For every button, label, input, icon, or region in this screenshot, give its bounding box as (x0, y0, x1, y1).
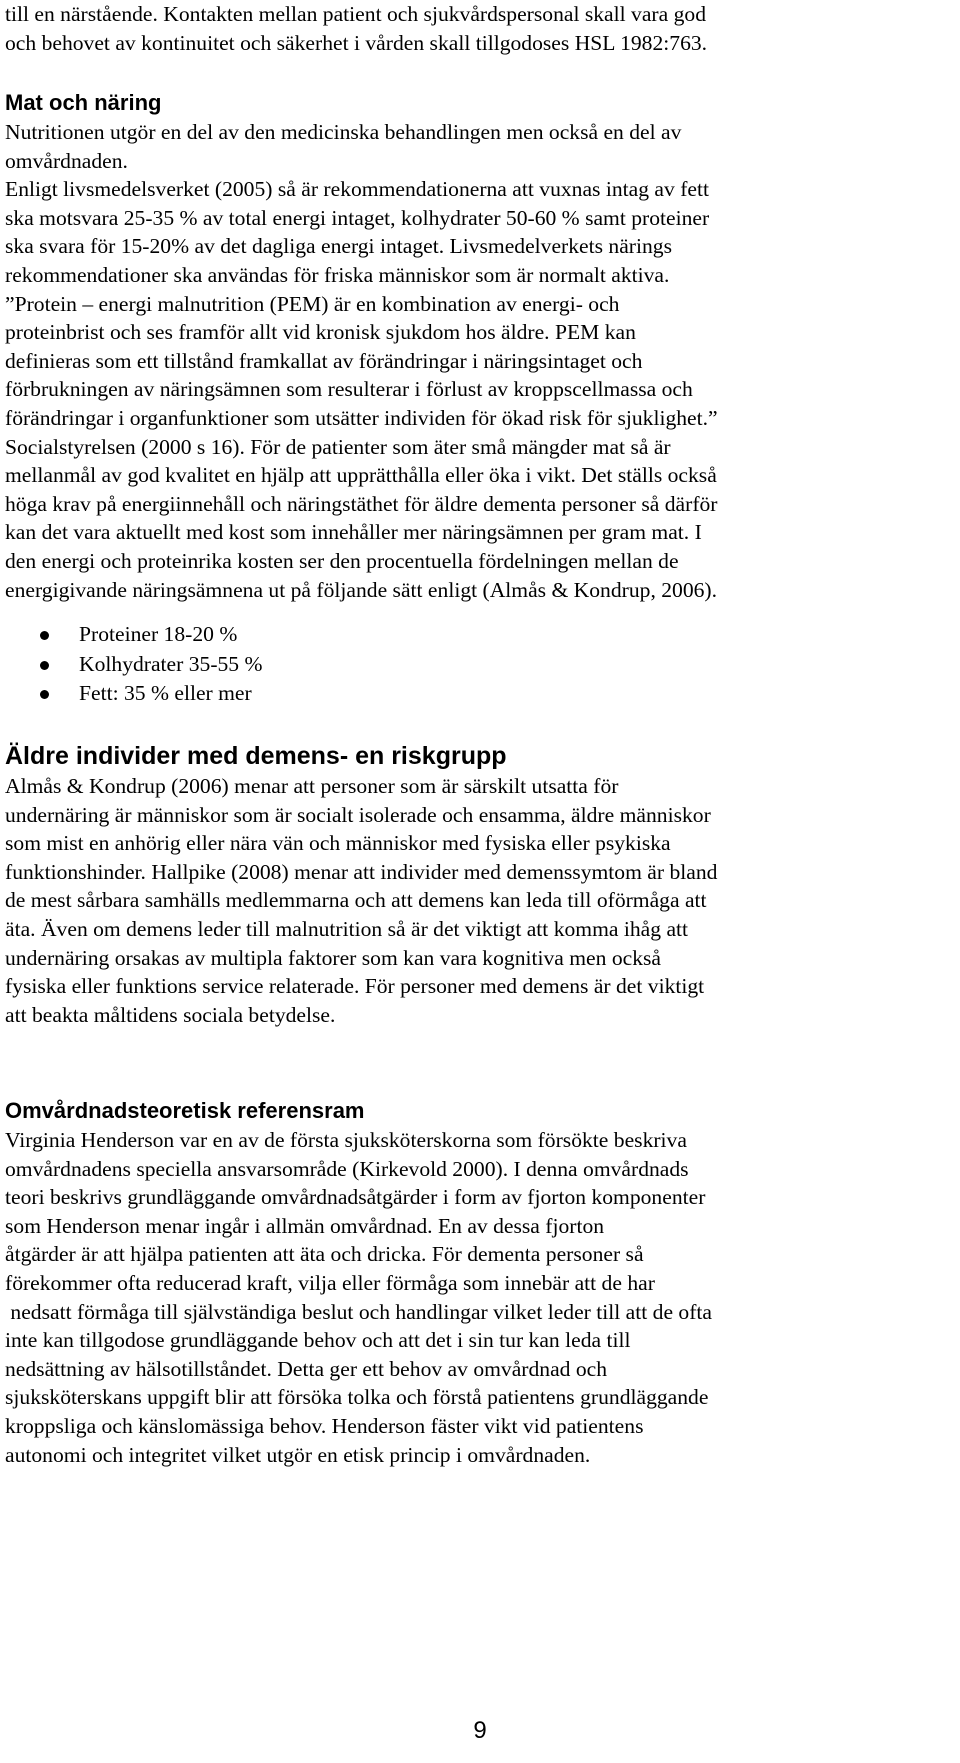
intro-paragraph (5, 0, 707, 57)
text-line: Socialstyrelsen (2000 s 16). För de patienter som äter små mängder mat så är (5, 434, 671, 459)
text-line: inte kan tillgodose grundläggande behov och att det i sin tur kan leda till (5, 1328, 631, 1353)
section-heading-theory: Omvårdnadsteoretisk referensram (5, 1098, 365, 1123)
text-line: ska motsvara 25-35 % av total energi intaget, kolhydrater 50-60 % samt proteiner (5, 205, 710, 230)
nutrient-bullet-list (5, 620, 263, 709)
text-line: autonomi och integritet vilket utgör en etisk princip i omvårdnaden. (5, 1442, 591, 1467)
text-line: Enligt livsmedelsverket (2005) så är rekommendationerna att vuxnas intag av fett (5, 177, 709, 202)
text-line: rekommendationer ska användas för friska människor som är normalt aktiva. (5, 262, 670, 287)
nutrition-paragraph (5, 118, 718, 604)
list-item-text: Kolhydrater 35-55 % (79, 651, 263, 676)
text-line: mellanmål av god kvalitet en hjälp att upprätthålla eller öka i vikt. Det ställs också (5, 463, 717, 488)
text-line: omvårdnaden. (5, 148, 128, 173)
text-line: definieras som ett tillstånd framkallat av förändringar i näringsintaget och (5, 348, 643, 373)
text-line: och behovet av kontinuitet och säkerhet i vården skall tillgodoses HSL 1982:763. (5, 30, 708, 55)
text-line: till en närstående. Kontakten mellan patient och sjukvårdspersonal skall vara god (5, 2, 706, 26)
text-line: förekommer ofta reducerad kraft, vilja eller förmåga som innebär att de har (5, 1270, 655, 1295)
text-line: Almås & Kondrup (2006) menar att personer som är särskilt utsatta för (5, 774, 619, 798)
list-item-text: Proteiner 18-20 % (79, 622, 238, 646)
list-item (5, 650, 263, 680)
text-line: Nutritionen utgör en del av den medicinska behandlingen men också en del av (5, 120, 682, 144)
text-line: energigivande näringsämnena ut på följande sätt enligt (Almås & Kondrup, 2006). (5, 577, 718, 602)
dementia-paragraph (5, 772, 717, 1029)
text-line: funktionshinder. Hallpike (2008) menar att individer med demenssymtom är bland (5, 859, 718, 884)
text-line: sjuksköterskans uppgift blir att försöka tolka och förstå patientens grundläggande (5, 1385, 709, 1410)
text-line: kan det vara aktuellt med kost som innehåller mer näringsämnen per gram mat. I (5, 520, 702, 545)
text-line: som mist en anhörig eller nära vän och människor med fysiska eller psykiska (5, 831, 671, 856)
text-line: undernäring orsakas av multipla faktorer som kan vara kognitiva men också (5, 945, 662, 970)
text-line: åtgärder är att hjälpa patienten att äta och dricka. För dementa personer så (5, 1242, 644, 1267)
bullet-icon (40, 690, 49, 699)
text-line: ska svara för 15-20% av det dagliga energi intaget. Livsmedelverkets närings (5, 234, 672, 259)
text-line: den energi och proteinrika kosten ser den procentuella fördelningen mellan de (5, 548, 679, 573)
text-line: undernäring är människor som är socialt isolerade och ensamma, äldre människor (5, 802, 711, 827)
theory-paragraph (5, 1126, 712, 1469)
text-line: förändringar i organfunktioner som utsätter individen för ökad risk för sjuklighet.” (5, 405, 718, 430)
text-line: förbrukningen av näringsämnen som resulterar i förlust av kroppscellmassa och (5, 377, 693, 402)
text-line: nedsatt förmåga till självständiga beslut och handlingar vilket leder till att de ofta (5, 1299, 712, 1324)
list-item (5, 620, 263, 650)
text-line: de mest sårbara samhälls medlemmarna och att demens kan leda till oförmåga att (5, 888, 707, 913)
text-line: Virginia Henderson var en av de första sjuksköterskorna som försökte beskriva (5, 1128, 687, 1152)
section-heading-nutrition: Mat och näring (5, 90, 162, 115)
text-line: fysiska eller funktions service relaterade. För personer med demens är det viktigt (5, 974, 705, 999)
bullet-icon (40, 631, 49, 640)
text-line: kroppsliga och känslomässiga behov. Henderson fäster vikt vid patientens (5, 1413, 644, 1438)
text-line: proteinbrist och ses framför allt vid kronisk sjukdom hos äldre. PEM kan (5, 320, 636, 345)
text-line: teori beskrivs grundläggande omvårdnadsåtgärder i form av fjorton komponenter (5, 1185, 706, 1210)
page-number: 9 (473, 1717, 487, 1744)
text-line: att beakta måltidens sociala betydelse. (5, 1002, 336, 1027)
text-line: som Henderson menar ingår i allmän omvårdnad. En av dessa fjorton (5, 1213, 605, 1238)
text-line: omvårdnadens speciella ansvarsområde (Kirkevold 2000). I denna omvårdnads (5, 1156, 689, 1181)
list-item-text: Fett: 35 % eller mer (79, 681, 252, 706)
list-item (5, 679, 263, 709)
section-heading-dementia: Äldre individer med demens- en riskgrupp (5, 742, 507, 770)
text-line: äta. Även om demens leder till malnutrition så är det viktigt att komma ihåg att (5, 916, 689, 941)
bullet-icon (40, 661, 49, 670)
text-line: ”Protein – energi malnutrition (PEM) är en kombination av energi- och (5, 291, 620, 316)
text-line: nedsättning av hälsotillståndet. Detta ger ett behov av omvårdnad och (5, 1356, 608, 1381)
text-line: höga krav på energiinnehåll och näringstäthet för äldre dementa personer så därför (5, 491, 718, 516)
